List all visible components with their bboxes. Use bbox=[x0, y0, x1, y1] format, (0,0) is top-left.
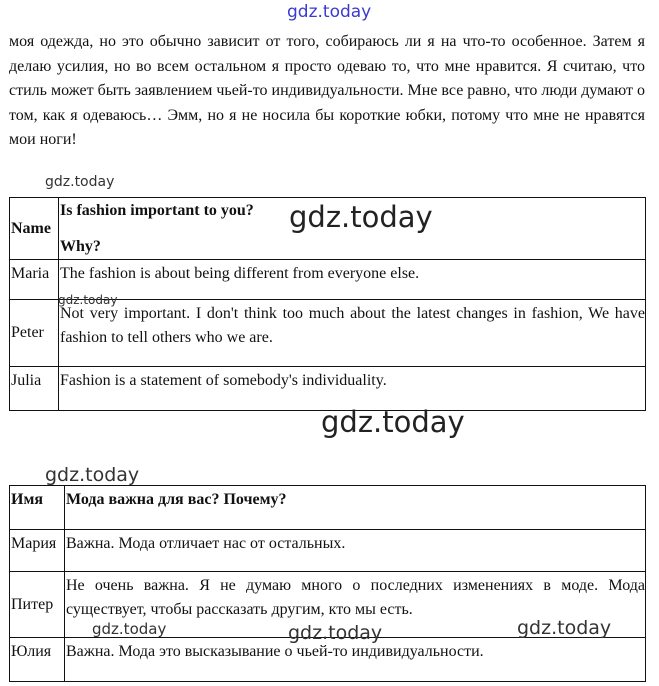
row-name: Мария bbox=[10, 530, 65, 572]
header-name: Name bbox=[10, 198, 59, 260]
row-answer: Not very important. I don't think too much about the latest changes in fashion, We have fashion to tell others who we are. bbox=[59, 300, 646, 367]
table-row bbox=[10, 638, 646, 682]
watermark-logo: gdz.today bbox=[92, 620, 167, 638]
row-name: Julia bbox=[10, 367, 59, 411]
table-row bbox=[10, 300, 646, 367]
watermark-logo: gdz.today bbox=[289, 200, 433, 234]
translation-paragraph: моя одежда, но это обычно зависит от того, собираюсь ли я на что-то особенное. Затем я делаю усилия, но во всем остальном я просто одеваю то, что мне нравится. Я считаю, что стиль может быть заявлением чьей-то индивидуальности. Мне все равно, что люди думают о том, как я одеваюсь… Эмм, но я не носила бы короткие юбки, потому что мне не нравятся мои ноги! bbox=[9, 33, 645, 149]
row-answer: Не очень важна. Я не думаю много о последних изменениях в моде. Мода существует, чтобы рассказать другим, кто мы есть. bbox=[65, 572, 646, 638]
table-row bbox=[10, 530, 646, 572]
row-answer: Важна. Мода это высказывание о чьей-то индивидуальности. bbox=[65, 638, 646, 682]
table-row bbox=[10, 367, 646, 411]
header-question-text: Is fashion important to you? bbox=[60, 202, 254, 219]
watermark-logo: gdz.today bbox=[288, 622, 383, 644]
row-name: Юлия bbox=[10, 638, 65, 682]
watermark-logo: gdz.today bbox=[58, 293, 118, 307]
row-answer: The fashion is about being different from everyone else. bbox=[59, 260, 646, 300]
table-header-row bbox=[10, 486, 646, 530]
row-answer: Fashion is a statement of somebody's individuality. bbox=[59, 367, 646, 411]
watermark-logo: gdz.today bbox=[45, 464, 140, 486]
fashion-table-russian bbox=[9, 485, 646, 682]
header-name: Имя bbox=[10, 486, 65, 530]
row-name: Питер bbox=[10, 572, 65, 638]
row-name: Maria bbox=[10, 260, 59, 300]
watermark-logo: gdz.today bbox=[287, 2, 372, 22]
row-answer: Важна. Мода отличает нас от остальных. bbox=[65, 530, 646, 572]
watermark-logo: gdz.today bbox=[321, 405, 465, 439]
watermark-logo: gdz.today bbox=[45, 174, 115, 190]
row-name: Peter bbox=[10, 300, 59, 367]
watermark-logo: gdz.today bbox=[517, 617, 612, 639]
header-question: Мода важна для вас? Почему? bbox=[65, 486, 646, 530]
header-why-text: Why? bbox=[60, 238, 101, 255]
